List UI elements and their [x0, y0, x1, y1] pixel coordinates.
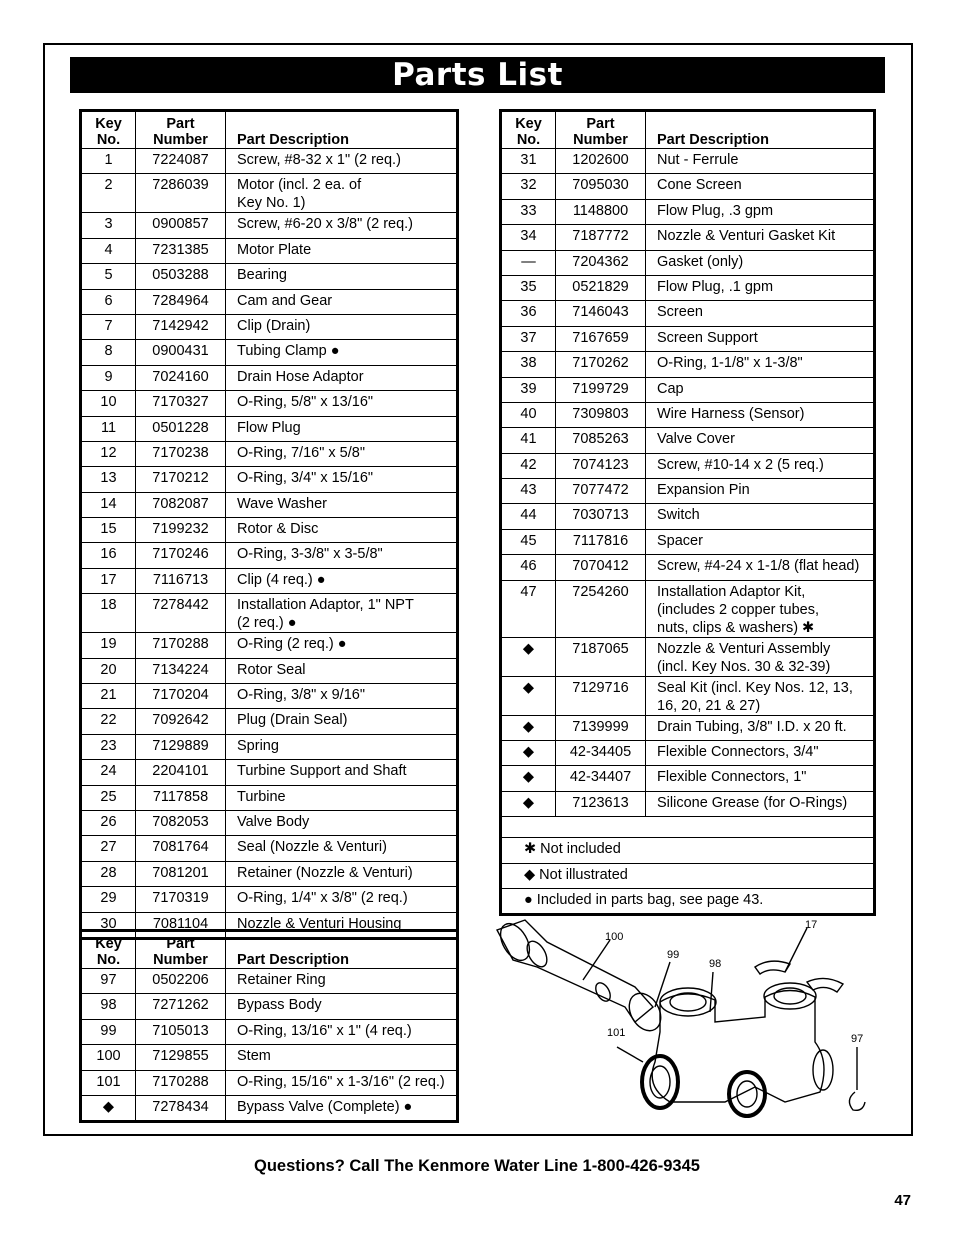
part-row	[81, 887, 458, 912]
key-cell: 44	[501, 504, 556, 529]
description-cell: Nozzle & Venturi Gasket Kit	[646, 225, 875, 250]
description-cell: Seal (Nozzle & Venturi)	[226, 836, 458, 861]
description-cell: Stem	[226, 1045, 458, 1070]
description-cell: Spacer	[646, 529, 875, 554]
key-cell: 30	[81, 912, 136, 938]
key-cell: 45	[501, 529, 556, 554]
part-row	[81, 518, 458, 543]
part-number-cell: 7167659	[556, 326, 646, 351]
part-number-cell: 7231385	[136, 238, 226, 263]
key-cell: 18	[81, 594, 136, 633]
part-row	[81, 174, 458, 213]
key-cell: 34	[501, 225, 556, 250]
key-cell: 29	[81, 887, 136, 912]
part-row	[81, 264, 458, 289]
description-cell: Wire Harness (Sensor)	[646, 402, 875, 427]
key-cell: 21	[81, 684, 136, 709]
blank-row	[501, 817, 875, 838]
key-cell: 12	[81, 441, 136, 466]
key-cell: 40	[501, 402, 556, 427]
description-cell: Tubing Clamp ●	[226, 340, 458, 365]
part-number-cell: 7146043	[556, 301, 646, 326]
description-cell: Installation Adaptor, 1" NPT (2 req.) ●	[226, 594, 458, 633]
part-row	[81, 467, 458, 492]
description-cell: Clip (Drain)	[226, 314, 458, 339]
key-cell: 26	[81, 810, 136, 835]
part-row	[81, 658, 458, 683]
description-cell: Clip (4 req.) ●	[226, 568, 458, 593]
description-cell: Flow Plug	[226, 416, 458, 441]
part-row	[501, 428, 875, 453]
part-row	[501, 676, 875, 715]
part-header: Part Number	[556, 111, 646, 149]
part-row	[501, 275, 875, 300]
desc-header: Part Description	[646, 111, 875, 149]
part-row	[81, 1045, 458, 1070]
desc-header: Part Description	[226, 111, 458, 149]
description-cell: O-Ring, 1/4" x 3/8" (2 req.)	[226, 887, 458, 912]
description-cell: Plug (Drain Seal)	[226, 709, 458, 734]
page-title: Parts List	[70, 57, 885, 93]
part-row	[501, 453, 875, 478]
part-number-cell: 7117816	[556, 529, 646, 554]
part-number-cell: 0900431	[136, 340, 226, 365]
key-cell: 27	[81, 836, 136, 861]
description-cell: Screw, #6-20 x 3/8" (2 req.)	[226, 213, 458, 238]
key-cell: 46	[501, 555, 556, 580]
description-cell: Motor Plate	[226, 238, 458, 263]
part-row	[501, 791, 875, 816]
key-cell: 99	[81, 1019, 136, 1044]
description-cell: Turbine	[226, 785, 458, 810]
part-number-cell: 7170246	[136, 543, 226, 568]
key-cell: ◆	[501, 791, 556, 816]
part-row	[501, 149, 875, 174]
label-97: 97	[851, 1033, 864, 1045]
key-cell: 97	[81, 969, 136, 994]
key-cell: 31	[501, 149, 556, 174]
key-cell: 11	[81, 416, 136, 441]
key-cell: —	[501, 250, 556, 275]
part-row	[81, 594, 458, 633]
part-number-cell: 2204101	[136, 760, 226, 785]
part-row	[81, 760, 458, 785]
part-number-cell: 0502206	[136, 969, 226, 994]
key-cell: 28	[81, 861, 136, 886]
part-number-cell: 7286039	[136, 174, 226, 213]
part-number-cell: 7095030	[556, 174, 646, 199]
part-number-cell: 7309803	[556, 402, 646, 427]
description-cell: Cone Screen	[646, 174, 875, 199]
note-row: ✱ Not included	[501, 838, 875, 863]
part-row	[81, 1070, 458, 1095]
part-number-cell: 7187065	[556, 637, 646, 676]
description-cell: Motor (incl. 2 ea. of Key No. 1)	[226, 174, 458, 213]
description-cell: Installation Adaptor Kit, (includes 2 copper tubes, nuts, clips & washers) ✱	[646, 580, 875, 637]
description-cell: Valve Body	[226, 810, 458, 835]
description-cell: O-Ring, 3/8" x 9/16"	[226, 684, 458, 709]
key-cell: 15	[81, 518, 136, 543]
description-cell: O-Ring, 3/4" x 15/16"	[226, 467, 458, 492]
part-number-cell: 7170327	[136, 391, 226, 416]
part-number-cell: 42-34405	[556, 741, 646, 766]
part-row	[81, 314, 458, 339]
key-header: Key No.	[501, 111, 556, 149]
clip-drawing	[807, 978, 843, 992]
key-header: Key No.	[81, 111, 136, 149]
description-cell: Cam and Gear	[226, 289, 458, 314]
description-cell: Flexible Connectors, 3/4"	[646, 741, 875, 766]
part-row	[81, 340, 458, 365]
clip-drawing	[755, 961, 790, 974]
key-cell: 47	[501, 580, 556, 637]
part-number-cell: 7082053	[136, 810, 226, 835]
description-cell: Screw, #4-24 x 1-1/8 (flat head)	[646, 555, 875, 580]
part-number-cell: 7284964	[136, 289, 226, 314]
part-number-cell: 7199232	[136, 518, 226, 543]
part-number-cell: 7278442	[136, 594, 226, 633]
part-number-cell: 7081764	[136, 836, 226, 861]
part-number-cell: 7278434	[136, 1095, 226, 1121]
key-cell: 3	[81, 213, 136, 238]
part-number-cell: 42-34407	[556, 766, 646, 791]
part-number-cell: 7170288	[136, 1070, 226, 1095]
key-cell: 33	[501, 199, 556, 224]
description-cell: Turbine Support and Shaft	[226, 760, 458, 785]
part-header: Part Number	[136, 111, 226, 149]
description-cell: Nut - Ferrule	[646, 149, 875, 174]
description-cell: Retainer (Nozzle & Venturi)	[226, 861, 458, 886]
parts-table-3	[79, 929, 459, 1123]
part-row	[501, 326, 875, 351]
description-cell: Switch	[646, 504, 875, 529]
key-cell: 41	[501, 428, 556, 453]
part-number-cell: 7224087	[136, 149, 226, 174]
part-row	[81, 709, 458, 734]
description-cell: Nozzle & Venturi Housing	[226, 912, 458, 938]
part-row	[501, 402, 875, 427]
part-row	[501, 766, 875, 791]
part-number-cell: 7074123	[556, 453, 646, 478]
key-cell: ◆	[501, 715, 556, 740]
description-cell: Nozzle & Venturi Assembly (incl. Key Nos. 30 & 32-39)	[646, 637, 875, 676]
description-cell: O-Ring (2 req.) ●	[226, 633, 458, 658]
key-cell: ◆	[81, 1095, 136, 1121]
part-row	[501, 529, 875, 554]
description-cell: O-Ring, 3-3/8" x 3-5/8"	[226, 543, 458, 568]
part-row	[81, 213, 458, 238]
part-row	[501, 301, 875, 326]
part-row	[81, 365, 458, 390]
description-cell: Screw, #10-14 x 2 (5 req.)	[646, 453, 875, 478]
part-row	[501, 199, 875, 224]
description-cell: O-Ring, 1-1/8" x 1-3/8"	[646, 352, 875, 377]
key-cell: 9	[81, 365, 136, 390]
key-cell: 17	[81, 568, 136, 593]
part-number-cell: 0503288	[136, 264, 226, 289]
key-cell: 25	[81, 785, 136, 810]
part-number-cell: 7129716	[556, 676, 646, 715]
description-cell: Drain Tubing, 3/8" I.D. x 20 ft.	[646, 715, 875, 740]
part-number-cell: 7081104	[136, 912, 226, 938]
part-number-cell: 7187772	[556, 225, 646, 250]
description-cell: O-Ring, 5/8" x 13/16"	[226, 391, 458, 416]
part-row	[81, 836, 458, 861]
part-row	[81, 1095, 458, 1121]
part-row	[501, 504, 875, 529]
description-cell: Screw, #8-32 x 1" (2 req.)	[226, 149, 458, 174]
part-number-cell: 7116713	[136, 568, 226, 593]
part-number-cell: 7139999	[556, 715, 646, 740]
part-number-cell: 7105013	[136, 1019, 226, 1044]
description-cell: Spring	[226, 734, 458, 759]
part-number-cell: 7092642	[136, 709, 226, 734]
key-cell: ◆	[501, 741, 556, 766]
part-number-cell: 7271262	[136, 994, 226, 1019]
part-row	[81, 969, 458, 994]
key-cell: 32	[501, 174, 556, 199]
key-cell: 1	[81, 149, 136, 174]
key-cell: 6	[81, 289, 136, 314]
part-number-cell: 7030713	[556, 504, 646, 529]
description-cell: Rotor Seal	[226, 658, 458, 683]
part-number-cell: 7170262	[556, 352, 646, 377]
part-row	[501, 580, 875, 637]
key-cell: 5	[81, 264, 136, 289]
part-row	[81, 441, 458, 466]
description-cell: Expansion Pin	[646, 479, 875, 504]
key-cell: 14	[81, 492, 136, 517]
bypass-valve-diagram	[485, 912, 885, 1122]
part-number-cell: 7117858	[136, 785, 226, 810]
description-cell: Drain Hose Adaptor	[226, 365, 458, 390]
key-cell: 43	[501, 479, 556, 504]
part-number-cell: 7134224	[136, 658, 226, 683]
description-cell: Cap	[646, 377, 875, 402]
part-row	[81, 149, 458, 174]
part-number-cell: 7170319	[136, 887, 226, 912]
key-cell: 8	[81, 340, 136, 365]
key-cell: 23	[81, 734, 136, 759]
part-row	[501, 637, 875, 676]
part-number-cell: 7170204	[136, 684, 226, 709]
part-row	[81, 861, 458, 886]
description-cell: Silicone Grease (for O-Rings)	[646, 791, 875, 816]
part-row	[81, 684, 458, 709]
part-number-cell: 7204362	[556, 250, 646, 275]
part-number-cell: 7024160	[136, 365, 226, 390]
part-number-cell: 7070412	[556, 555, 646, 580]
key-cell: 20	[81, 658, 136, 683]
part-number-cell: 7082087	[136, 492, 226, 517]
help-line-footer: Questions? Call The Kenmore Water Line 1-800-426-9345	[254, 1157, 700, 1175]
key-cell: 4	[81, 238, 136, 263]
part-row	[501, 479, 875, 504]
part-row	[501, 555, 875, 580]
part-row	[501, 715, 875, 740]
part-number-cell: 7085263	[556, 428, 646, 453]
part-number-cell: 7199729	[556, 377, 646, 402]
parts-table-1	[79, 109, 459, 940]
description-cell: Retainer Ring	[226, 969, 458, 994]
part-row	[81, 810, 458, 835]
part-number-cell: 7170212	[136, 467, 226, 492]
description-cell: Flexible Connectors, 1"	[646, 766, 875, 791]
part-row	[501, 352, 875, 377]
key-cell: 7	[81, 314, 136, 339]
key-cell: 13	[81, 467, 136, 492]
key-cell: 37	[501, 326, 556, 351]
part-number-cell: 0900857	[136, 213, 226, 238]
key-cell: 22	[81, 709, 136, 734]
key-cell: ◆	[501, 637, 556, 676]
part-row	[81, 238, 458, 263]
part-row	[501, 377, 875, 402]
part-row	[81, 734, 458, 759]
key-cell: 101	[81, 1070, 136, 1095]
description-cell: O-Ring, 13/16" x 1" (4 req.)	[226, 1019, 458, 1044]
description-cell: Flow Plug, .3 gpm	[646, 199, 875, 224]
retainer-ring-drawing	[849, 1092, 865, 1110]
part-number-cell: 0501228	[136, 416, 226, 441]
part-row	[501, 174, 875, 199]
key-cell: 35	[501, 275, 556, 300]
part-number-cell: 7123613	[556, 791, 646, 816]
description-cell: Bypass Valve (Complete) ●	[226, 1095, 458, 1121]
part-row	[81, 543, 458, 568]
part-row	[81, 416, 458, 441]
note-row: ◆ Not illustrated	[501, 863, 875, 888]
part-number-cell: 7254260	[556, 580, 646, 637]
description-cell: O-Ring, 15/16" x 1-3/16" (2 req.)	[226, 1070, 458, 1095]
label-98: 98	[709, 958, 722, 970]
desc-header: Part Description	[226, 931, 458, 969]
part-number-cell: 7129855	[136, 1045, 226, 1070]
key-cell: 24	[81, 760, 136, 785]
key-cell: 98	[81, 994, 136, 1019]
label-17: 17	[805, 919, 818, 931]
key-cell: 39	[501, 377, 556, 402]
part-row	[81, 633, 458, 658]
description-cell: Screen Support	[646, 326, 875, 351]
part-number-cell: 1202600	[556, 149, 646, 174]
part-row	[81, 785, 458, 810]
label-99: 99	[667, 949, 680, 961]
part-row	[81, 492, 458, 517]
part-number-cell: 7077472	[556, 479, 646, 504]
key-cell: 10	[81, 391, 136, 416]
key-cell: 38	[501, 352, 556, 377]
part-row	[81, 289, 458, 314]
part-number-cell: 7142942	[136, 314, 226, 339]
description-cell: Bearing	[226, 264, 458, 289]
key-cell: 42	[501, 453, 556, 478]
part-row	[81, 994, 458, 1019]
description-cell: Screen	[646, 301, 875, 326]
key-cell: ◆	[501, 766, 556, 791]
part-number-cell: 7129889	[136, 734, 226, 759]
part-row	[81, 1019, 458, 1044]
part-row	[501, 741, 875, 766]
key-cell: 100	[81, 1045, 136, 1070]
description-cell: O-Ring, 7/16" x 5/8"	[226, 441, 458, 466]
part-number-cell: 7170238	[136, 441, 226, 466]
part-header: Part Number	[136, 931, 226, 969]
description-cell: Wave Washer	[226, 492, 458, 517]
part-number-cell: 7170288	[136, 633, 226, 658]
part-row	[501, 225, 875, 250]
key-cell: 16	[81, 543, 136, 568]
parts-table-2	[499, 109, 876, 916]
key-cell: ◆	[501, 676, 556, 715]
description-cell: Bypass Body	[226, 994, 458, 1019]
part-row	[501, 250, 875, 275]
part-number-cell: 1148800	[556, 199, 646, 224]
label-100: 100	[605, 931, 624, 943]
key-header: Key No.	[81, 931, 136, 969]
part-row	[81, 568, 458, 593]
page-number: 47	[894, 1192, 911, 1209]
description-cell: Valve Cover	[646, 428, 875, 453]
description-cell: Seal Kit (incl. Key Nos. 12, 13, 16, 20, 21 & 27)	[646, 676, 875, 715]
part-row	[81, 391, 458, 416]
part-number-cell: 0521829	[556, 275, 646, 300]
key-cell: 2	[81, 174, 136, 213]
key-cell: 36	[501, 301, 556, 326]
part-number-cell: 7081201	[136, 861, 226, 886]
note-row: ● Included in parts bag, see page 43.	[501, 888, 875, 914]
description-cell: Flow Plug, .1 gpm	[646, 275, 875, 300]
description-cell: Gasket (only)	[646, 250, 875, 275]
key-cell: 19	[81, 633, 136, 658]
label-101: 101	[607, 1027, 626, 1039]
description-cell: Rotor & Disc	[226, 518, 458, 543]
